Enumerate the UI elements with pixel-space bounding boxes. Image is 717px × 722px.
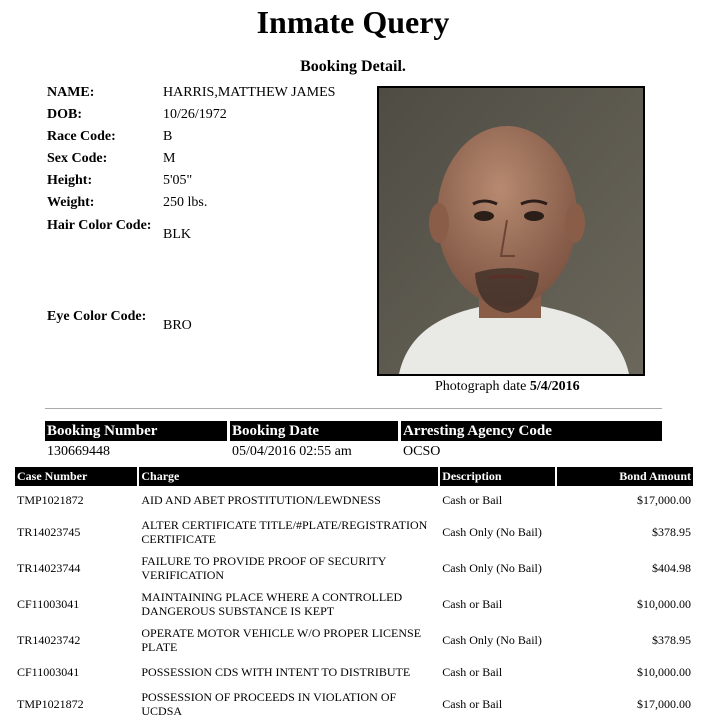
- charge-row: [15, 514, 693, 550]
- hair-value: BLK: [163, 227, 191, 242]
- photo-date-value: 5/4/2016: [529, 379, 580, 394]
- arresting-agency-header: Arresting Agency Code: [401, 421, 662, 441]
- booking-number-header: Booking Number: [45, 421, 227, 441]
- charges-header-row: [15, 467, 693, 486]
- height-label: Height:: [47, 173, 93, 188]
- bond-amount-cell: $10,000.00: [637, 665, 691, 679]
- charge-row: [15, 586, 693, 622]
- case-number-cell: TR14023744: [17, 561, 81, 575]
- charge-cell: POSSESSION OF PROCEEDS IN VIOLATION OF UCDSA: [141, 690, 397, 718]
- description-cell: Cash Only (No Bail): [442, 633, 542, 647]
- bond-amount-cell: $17,000.00: [637, 493, 691, 507]
- name-label: NAME:: [47, 85, 95, 100]
- charge-row: [15, 622, 693, 658]
- photo-date-label: Photograph date: [435, 379, 527, 394]
- weight-label: Weight:: [47, 195, 95, 210]
- description-header: Description: [440, 467, 554, 486]
- race-value: B: [163, 129, 173, 144]
- charge-cell: AID AND ABET PROSTITUTION/LEWDNESS: [141, 493, 381, 507]
- case-number-cell: CF11003041: [17, 665, 80, 679]
- description-cell: Cash or Bail: [442, 597, 503, 611]
- bond-amount-cell: $10,000.00: [637, 597, 691, 611]
- page-subtitle: Booking Detail.: [300, 58, 406, 75]
- height-value: 5'05": [163, 173, 193, 188]
- charge-row: [15, 686, 693, 722]
- charge-row: [15, 486, 693, 514]
- divider: [45, 408, 662, 409]
- charges-body: [15, 486, 693, 722]
- hair-label: Hair Color Code:: [47, 218, 152, 233]
- charges-table: [13, 467, 695, 722]
- sex-label: Sex Code:: [47, 151, 108, 166]
- charge-cell: FAILURE TO PROVIDE PROOF OF SECURITY VERIFICATION: [141, 554, 386, 582]
- bond-amount-cell: $378.95: [652, 525, 691, 539]
- description-cell: Cash or Bail: [442, 697, 503, 711]
- arresting-agency-value: OCSO: [403, 444, 441, 459]
- bond-amount-cell: $404.98: [652, 561, 691, 575]
- case-number-cell: TR14023745: [17, 525, 81, 539]
- sex-value: M: [163, 151, 176, 166]
- inmate-photo: [377, 86, 645, 376]
- race-label: Race Code:: [47, 129, 116, 144]
- charge-row: [15, 658, 693, 686]
- booking-number-value: 130669448: [47, 444, 110, 459]
- booking-date-value: 05/04/2016 02:55 am: [232, 444, 352, 459]
- description-cell: Cash or Bail: [442, 493, 503, 507]
- case-number-header: Case Number: [15, 467, 137, 486]
- charge-cell: MAINTAINING PLACE WHERE A CONTROLLED DANGEROUS SUBSTANCE IS KEPT: [141, 590, 403, 618]
- charge-header: Charge: [139, 467, 438, 486]
- dob-label: DOB:: [47, 107, 82, 122]
- description-cell: Cash or Bail: [442, 665, 503, 679]
- bond-amount-header: Bond Amount: [557, 467, 693, 486]
- charge-cell: POSSESSION CDS WITH INTENT TO DISTRIBUTE: [141, 665, 411, 679]
- mugshot-image: [379, 88, 643, 374]
- charge-cell: OPERATE MOTOR VEHICLE W/O PROPER LICENSE PLATE: [141, 626, 422, 654]
- case-number-cell: CF11003041: [17, 597, 80, 611]
- bond-amount-cell: $378.95: [652, 633, 691, 647]
- weight-value: 250 lbs.: [163, 195, 208, 210]
- bond-amount-cell: $17,000.00: [637, 697, 691, 711]
- case-number-cell: TMP1021872: [17, 697, 84, 711]
- case-number-cell: TR14023742: [17, 633, 81, 647]
- photo-date: [435, 379, 580, 395]
- name-value: HARRIS,MATTHEW JAMES: [163, 85, 336, 100]
- page-title: Inmate Query: [256, 4, 450, 40]
- dob-value: 10/26/1972: [163, 107, 227, 122]
- description-cell: Cash Only (No Bail): [442, 525, 542, 539]
- booking-date-header: Booking Date: [230, 421, 398, 441]
- charge-cell: ALTER CERTIFICATE TITLE/#PLATE/REGISTRATION CERTIFICATE: [141, 518, 428, 546]
- eye-label: Eye Color Code:: [47, 309, 147, 324]
- eye-value: BRO: [163, 318, 192, 333]
- case-number-cell: TMP1021872: [17, 493, 84, 507]
- charge-row: [15, 550, 693, 586]
- description-cell: Cash Only (No Bail): [442, 561, 542, 575]
